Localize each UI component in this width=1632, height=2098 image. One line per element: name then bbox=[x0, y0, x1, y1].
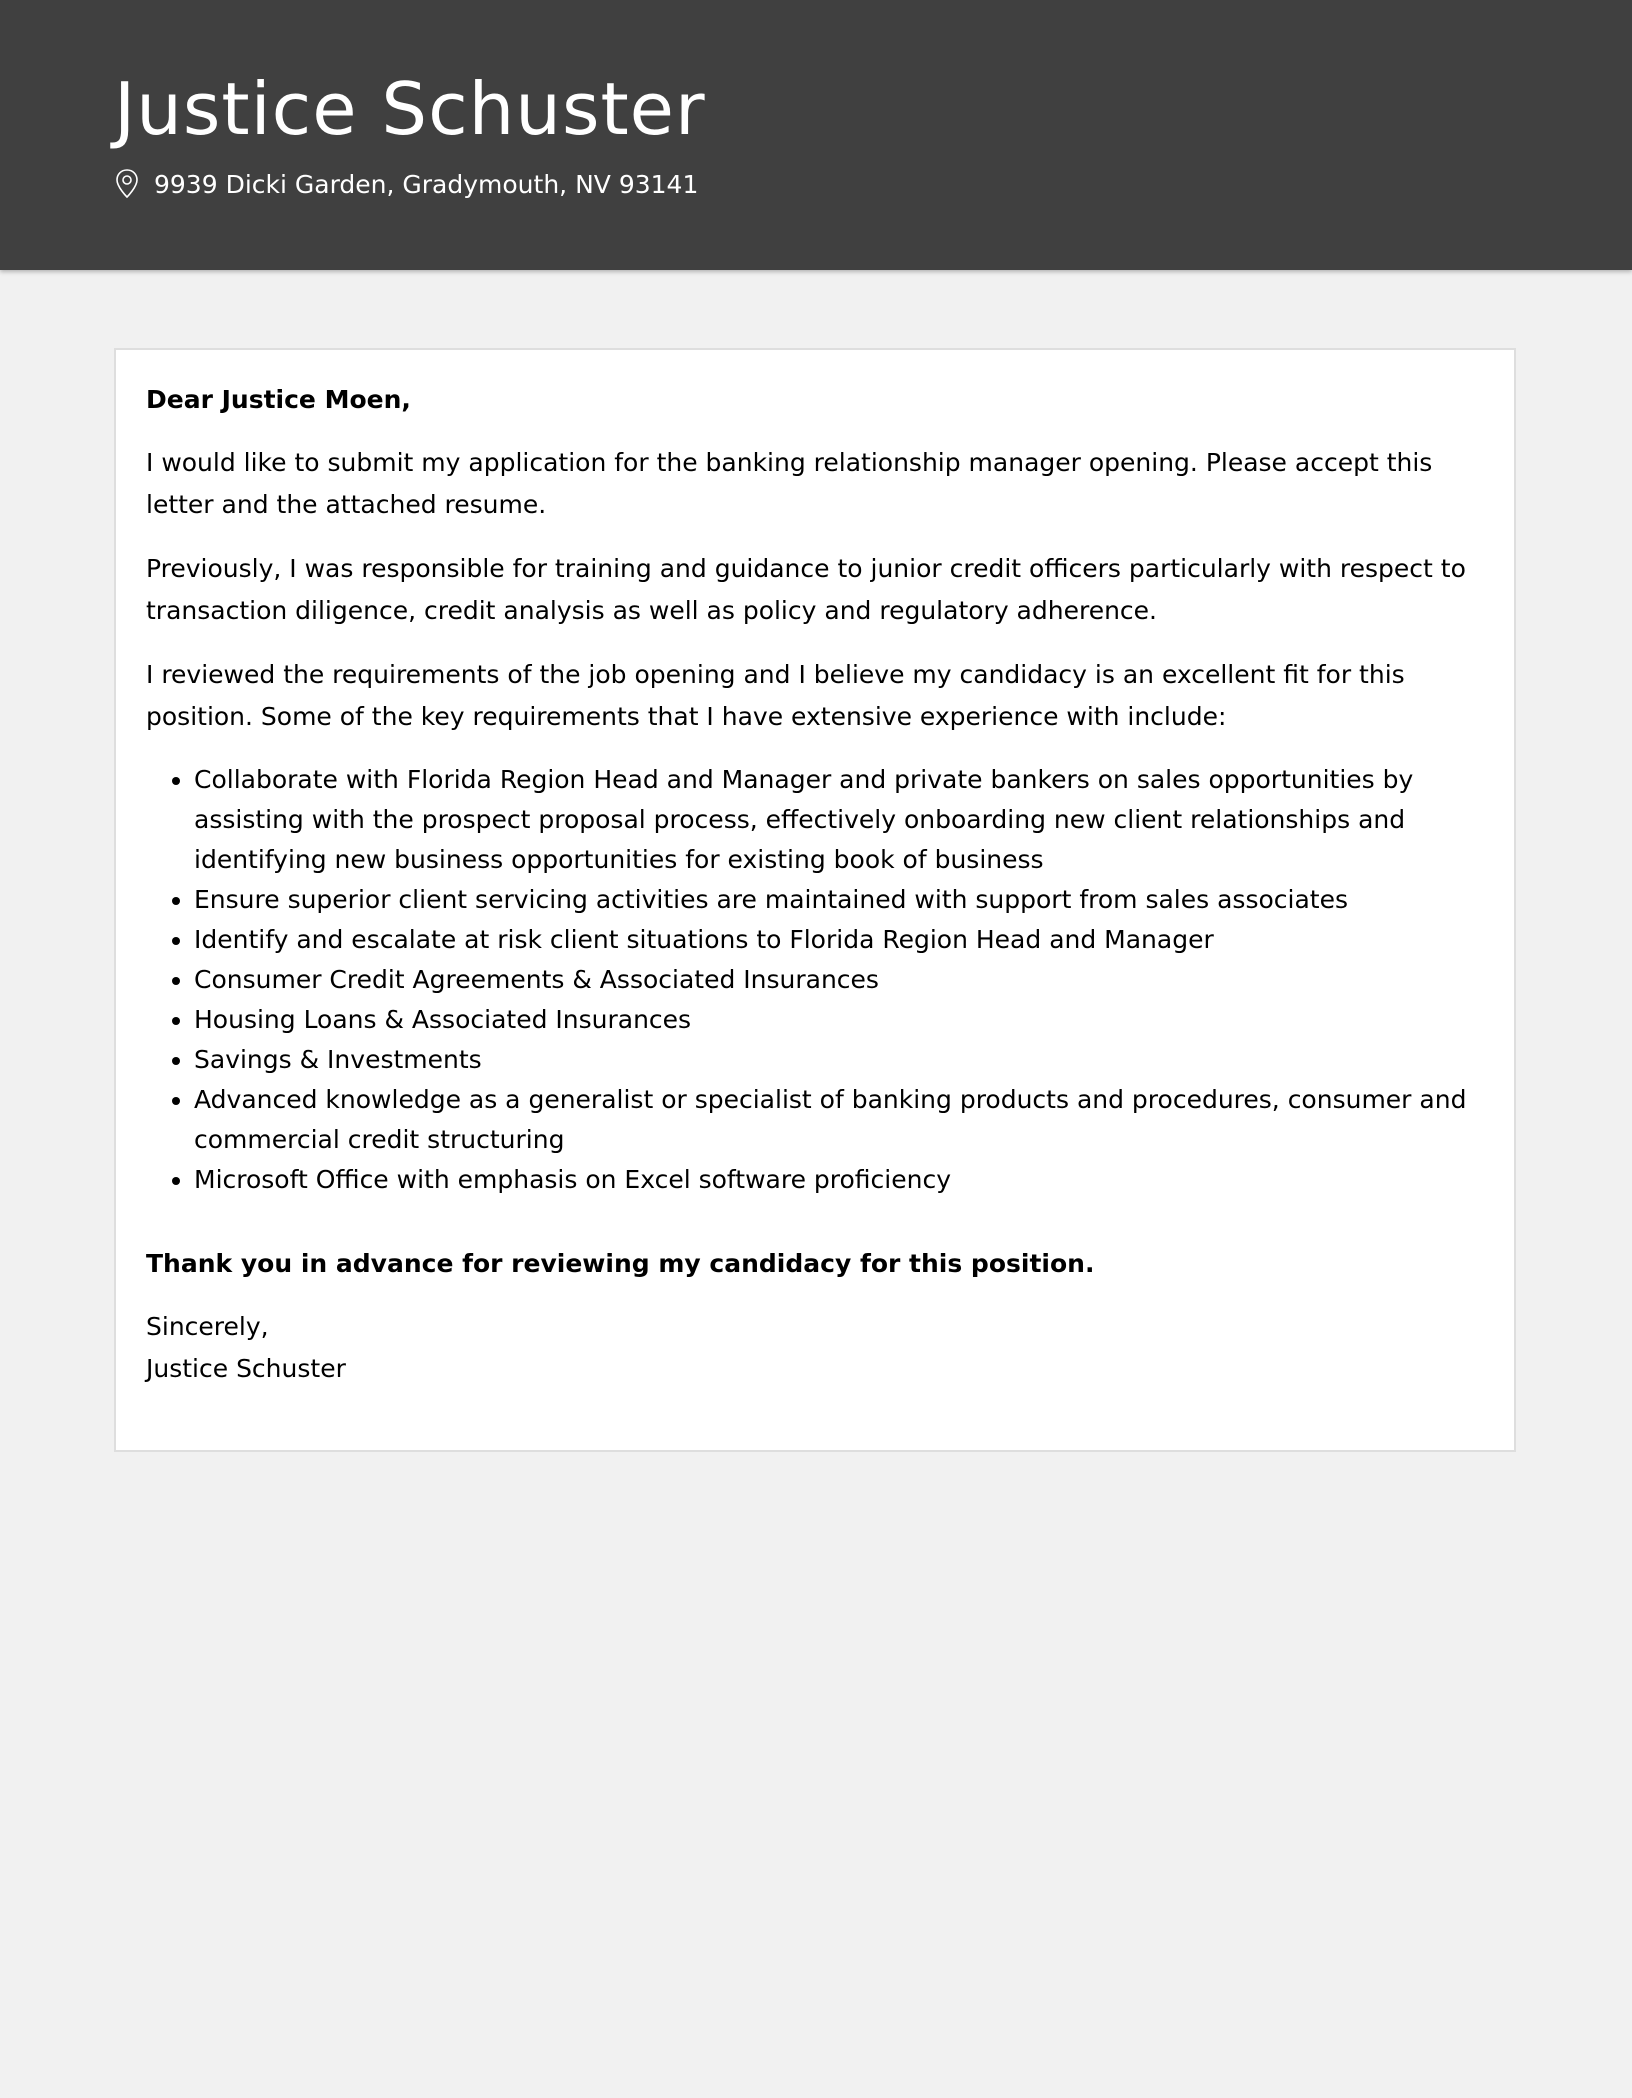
requirement-item: • Ensure superior client servicing activities are maintained with support from sales associates bbox=[194, 880, 1484, 920]
requirement-item: • Collaborate with Florida Region Head and Manager and private bankers on sales opportunities by assisting with the prospect proposal process, effectively onboarding new client relationships and identifying new business opportunities for existing book of business bbox=[194, 760, 1484, 880]
letter-paragraph: I reviewed the requirements of the job opening and I believe my candidacy is an excellent fit for this position. Some of the key requirements that I have extensive experience with include: bbox=[146, 660, 1405, 731]
letter-paragraph: I would like to submit my application for the banking relationship manager opening. Please accept this letter and the attached resume. bbox=[146, 448, 1433, 519]
requirement-item: • Savings & Investments bbox=[194, 1040, 1484, 1080]
requirement-item: • Identify and escalate at risk client situations to Florida Region Head and Manager bbox=[194, 920, 1484, 960]
map-pin-icon bbox=[114, 168, 140, 200]
applicant-name: Justice Schuster bbox=[114, 67, 706, 151]
letter-signature: Justice Schuster bbox=[146, 1354, 346, 1383]
requirement-item: • Microsoft Office with emphasis on Excel software proficiency bbox=[194, 1160, 1484, 1200]
letter-signoff: Sincerely, bbox=[146, 1312, 269, 1341]
header-banner bbox=[0, 0, 1632, 270]
requirements-list bbox=[146, 760, 1484, 1200]
requirement-item: • Advanced knowledge as a generalist or specialist of banking products and procedures, consumer and commercial credit structuring bbox=[194, 1080, 1484, 1160]
requirement-item: • Housing Loans & Associated Insurances bbox=[194, 1000, 1484, 1040]
address-line bbox=[114, 166, 698, 202]
letter-paragraph: Previously, I was responsible for training and guidance to junior credit officers particularly with respect to transaction diligence, credit analysis as well as policy and regulatory adherence. bbox=[146, 554, 1466, 625]
cover-letter-card bbox=[114, 348, 1516, 1452]
requirement-item: • Consumer Credit Agreements & Associated Insurances bbox=[194, 960, 1484, 1000]
address-text: 9939 Dicki Garden, Gradymouth, NV 93141 bbox=[154, 169, 699, 199]
letter-closing: Thank you in advance for reviewing my candidacy for this position. bbox=[146, 1249, 1095, 1278]
letter-greeting: Dear Justice Moen, bbox=[146, 385, 411, 414]
